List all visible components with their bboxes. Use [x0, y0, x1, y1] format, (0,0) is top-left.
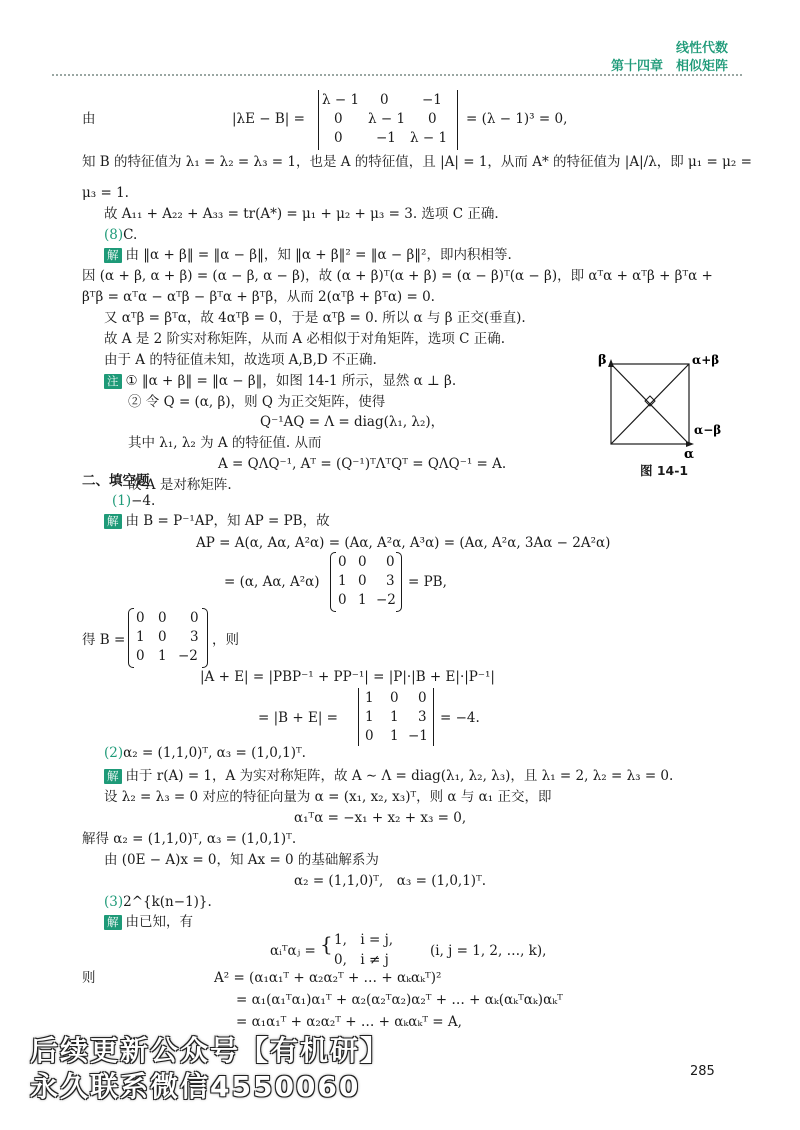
- formula: Q⁻¹AQ = Λ = diag(λ₁, λ₂)，: [260, 414, 445, 430]
- matrix-cell: −2: [178, 648, 198, 664]
- matrix-cell: 0: [158, 610, 167, 626]
- matrix-cell: 1: [358, 592, 367, 608]
- text-line: [104, 914, 193, 930]
- item-8: [104, 227, 137, 243]
- watermark-line-1: 后续更新公众号【有机研】: [30, 1034, 391, 1067]
- formula: AP = A(α, Aα, A²α) = (Aα, A²α, A³α) = (Aα, A²α, 3Aα − 2A²α): [196, 535, 611, 551]
- text: 由已知，有: [125, 914, 193, 930]
- left-brace: {: [320, 932, 333, 956]
- matrix-cell: 0: [390, 690, 399, 706]
- matrix-cell: −1: [376, 130, 396, 146]
- formula: = (α, Aα, A²α): [224, 574, 320, 590]
- formula: |A + E| = |PBP⁻¹ + PP⁻¹| = |P|·|B + E|·|P⁻¹|: [200, 669, 495, 685]
- text: 由 ‖α + β‖ = ‖α − β‖，知 ‖α + β‖² = ‖α − β‖²，即内积相等.: [125, 247, 512, 263]
- item-number: (2): [104, 745, 124, 761]
- text-line: ，则: [212, 632, 239, 648]
- matrix-cell: 0: [136, 648, 145, 664]
- matrix-cell: 0: [358, 554, 367, 570]
- solution-tag: 解: [104, 769, 122, 784]
- matrix-cell: 0: [158, 629, 167, 645]
- item-1: [112, 493, 155, 509]
- formula: (i, j = 1, 2, …, k),: [430, 943, 547, 959]
- text: 由 B = P⁻¹AP，知 AP = PB，故: [125, 513, 330, 529]
- text-line: [104, 247, 512, 263]
- formula: α₁ᵀα = −x₁ + x₂ + x₃ = 0,: [294, 810, 467, 826]
- formula: A² = (α₁α₁ᵀ + α₂α₂ᵀ + … + αₖαₖᵀ)²: [214, 970, 442, 986]
- arrow-head-icon: [608, 359, 614, 367]
- solution-tag: 解: [104, 248, 122, 263]
- formula: = (λ − 1)³ = 0,: [466, 111, 568, 127]
- answer: C.: [123, 227, 138, 243]
- label-alpha: α: [684, 447, 695, 458]
- solution-tag: 解: [104, 915, 122, 930]
- matrix-cell: 3: [418, 709, 427, 725]
- matrix-cell: 0: [418, 690, 427, 706]
- label-alpha-minus-beta: α−β: [694, 423, 722, 437]
- text-line: [104, 768, 673, 784]
- matrix-cell: 0: [190, 610, 199, 626]
- item-number: (1): [112, 493, 132, 509]
- text-line: [104, 373, 456, 389]
- matrix-cell: 0: [386, 554, 395, 570]
- matrix-m3: [128, 608, 208, 666]
- matrix-cell: 0: [334, 111, 343, 127]
- matrix-cell: 1: [365, 709, 374, 725]
- matrix-cell: 0: [428, 111, 437, 127]
- text-line: 由 (0E − A)x = 0，知 Ax = 0 的基础解系为: [104, 852, 379, 868]
- formula: A = QΛQ⁻¹, Aᵀ = (Q⁻¹)ᵀΛᵀQᵀ = QΛQ⁻¹ = A.: [218, 456, 507, 472]
- case-line: 0, i ≠ j: [334, 952, 389, 968]
- matrix-cell: 1: [338, 573, 347, 589]
- item-2: [104, 745, 306, 761]
- text-line: 其中 λ₁, λ₂ 为 A 的特征值. 从而: [128, 435, 322, 451]
- matrix-cell: 0: [334, 130, 343, 146]
- text-line: 知 B 的特征值为 λ₁ = λ₂ = λ₃ = 1，也是 A 的特征值，且 |A| = 1，从而 A* 的特征值为 |A|/λ，即 μ₁ = μ₂ =: [82, 154, 752, 170]
- determinant-m1: [318, 90, 458, 150]
- determinant-m4: [358, 688, 434, 746]
- solution-tag: 解: [104, 514, 122, 529]
- formula: = α₁(α₁ᵀα₁)α₁ᵀ + α₂(α₂ᵀα₂)α₂ᵀ + … + αₖ(αₖᵀαₖ)αₖᵀ: [236, 992, 563, 1008]
- note-tag: 注: [104, 374, 122, 389]
- matrix-cell: 1: [390, 709, 399, 725]
- formula: αᵢᵀαⱼ =: [270, 943, 316, 959]
- matrix-cell: 1: [136, 629, 145, 645]
- answer: α₂ = (1,1,0)ᵀ, α₃ = (1,0,1)ᵀ.: [123, 745, 306, 761]
- text-line: μ₃ = 1.: [82, 185, 129, 201]
- answer: 2^{k(n−1)}.: [123, 894, 212, 910]
- text-line: 则: [82, 970, 96, 986]
- formula: = |B + E| =: [258, 710, 338, 726]
- label-beta: β: [598, 353, 607, 368]
- formula: 得 B =: [82, 632, 126, 648]
- formula: = PB,: [408, 574, 447, 590]
- matrix-cell: −1: [408, 728, 428, 744]
- matrix-cell: −2: [376, 592, 396, 608]
- matrix-cell: 0: [338, 592, 347, 608]
- matrix-cell: 3: [386, 573, 395, 589]
- text-line: 由于 A 的特征值未知，故选项 A,B,D 不正确.: [104, 352, 377, 368]
- answer: −4.: [131, 493, 156, 509]
- matrix-cell: 1: [390, 728, 399, 744]
- matrix-cell: λ − 1: [322, 92, 360, 108]
- matrix-cell: 3: [190, 629, 199, 645]
- header-divider: [52, 74, 742, 76]
- figure-14-1: [596, 350, 726, 458]
- matrix-cell: 0: [358, 573, 367, 589]
- formula: |λE − B| =: [232, 111, 305, 127]
- formula: = α₁α₁ᵀ + α₂α₂ᵀ + … + αₖαₖᵀ = A,: [236, 1014, 462, 1030]
- watermark-line-2: 永久联系微信4550060: [30, 1070, 361, 1103]
- formula: α₂ = (1,1,0)ᵀ, α₃ = (1,0,1)ᵀ.: [294, 873, 487, 889]
- matrix-cell: 1: [365, 690, 374, 706]
- page-number: 285: [690, 1064, 715, 1079]
- matrix-cell: 0: [365, 728, 374, 744]
- header-chapter: 第十四章 相似矩阵: [610, 59, 728, 74]
- matrix-cell: 1: [158, 648, 167, 664]
- matrix-cell: λ − 1: [368, 111, 406, 127]
- text-line: 故 A 是 2 阶实对称矩阵，从而 A 必相似于对角矩阵，选项 C 正确.: [104, 331, 506, 347]
- text-line: 由: [82, 111, 96, 127]
- matrix-cell: −1: [422, 92, 442, 108]
- matrix-cell: 0: [338, 554, 347, 570]
- matrix-cell: λ − 1: [410, 130, 448, 146]
- text-line: 设 λ₂ = λ₃ = 0 对应的特征向量为 α = (x₁, x₂, x₃)ᵀ，则 α 与 α₁ 正交，即: [104, 789, 552, 805]
- case-line: 1, i = j,: [334, 932, 394, 948]
- item-number: (3): [104, 894, 124, 910]
- text-line: [104, 513, 330, 529]
- item-3: [104, 894, 212, 910]
- item-number: (8): [104, 227, 124, 243]
- label-alpha-plus-beta: α+β: [692, 353, 720, 367]
- text-line: 故 A₁₁ + A₂₂ + A₃₃ = tr(A*) = μ₁ + μ₂ + μ₃ = 3. 选项 C 正确.: [104, 206, 499, 222]
- text: ① ‖α + β‖ = ‖α − β‖，如图 14-1 所示，显然 α ⊥ β.: [125, 373, 457, 389]
- text: 由于 r(A) = 1，A 为实对称矩阵，故 A ∼ Λ = diag(λ₁, λ₂, λ₃)，且 λ₁ = 2, λ₂ = λ₃ = 0.: [125, 768, 674, 784]
- header-subject: 线性代数: [675, 41, 728, 56]
- text-line: 因 (α + β, α + β) = (α − β, α − β)，故 (α + β)ᵀ(α + β) = (α − β)ᵀ(α − β)，即 αᵀα + αᵀβ + βᵀα +: [82, 268, 713, 284]
- section-heading: 二、填空题: [82, 473, 150, 489]
- text-line: 又 αᵀβ = βᵀα，故 4αᵀβ = 0，于是 αᵀβ = 0. 所以 α 与 β 正交(垂直).: [104, 310, 526, 326]
- formula: = −4.: [440, 710, 480, 726]
- text-line: 故 A 是对称矩阵.: [128, 477, 232, 493]
- matrix-cell: 0: [380, 92, 389, 108]
- matrix-m2: [330, 552, 402, 610]
- text-line: 解得 α₂ = (1,1,0)ᵀ, α₃ = (1,0,1)ᵀ.: [82, 831, 297, 847]
- matrix-cell: 0: [136, 610, 145, 626]
- text-line: βᵀβ = αᵀα − αᵀβ − βᵀα + βᵀβ，从而 2(αᵀβ + βᵀα) = 0.: [82, 289, 435, 305]
- figure-caption: 图 14-1: [640, 463, 689, 478]
- text-line: ② 令 Q = (α, β)，则 Q 为正交矩阵，使得: [128, 394, 386, 410]
